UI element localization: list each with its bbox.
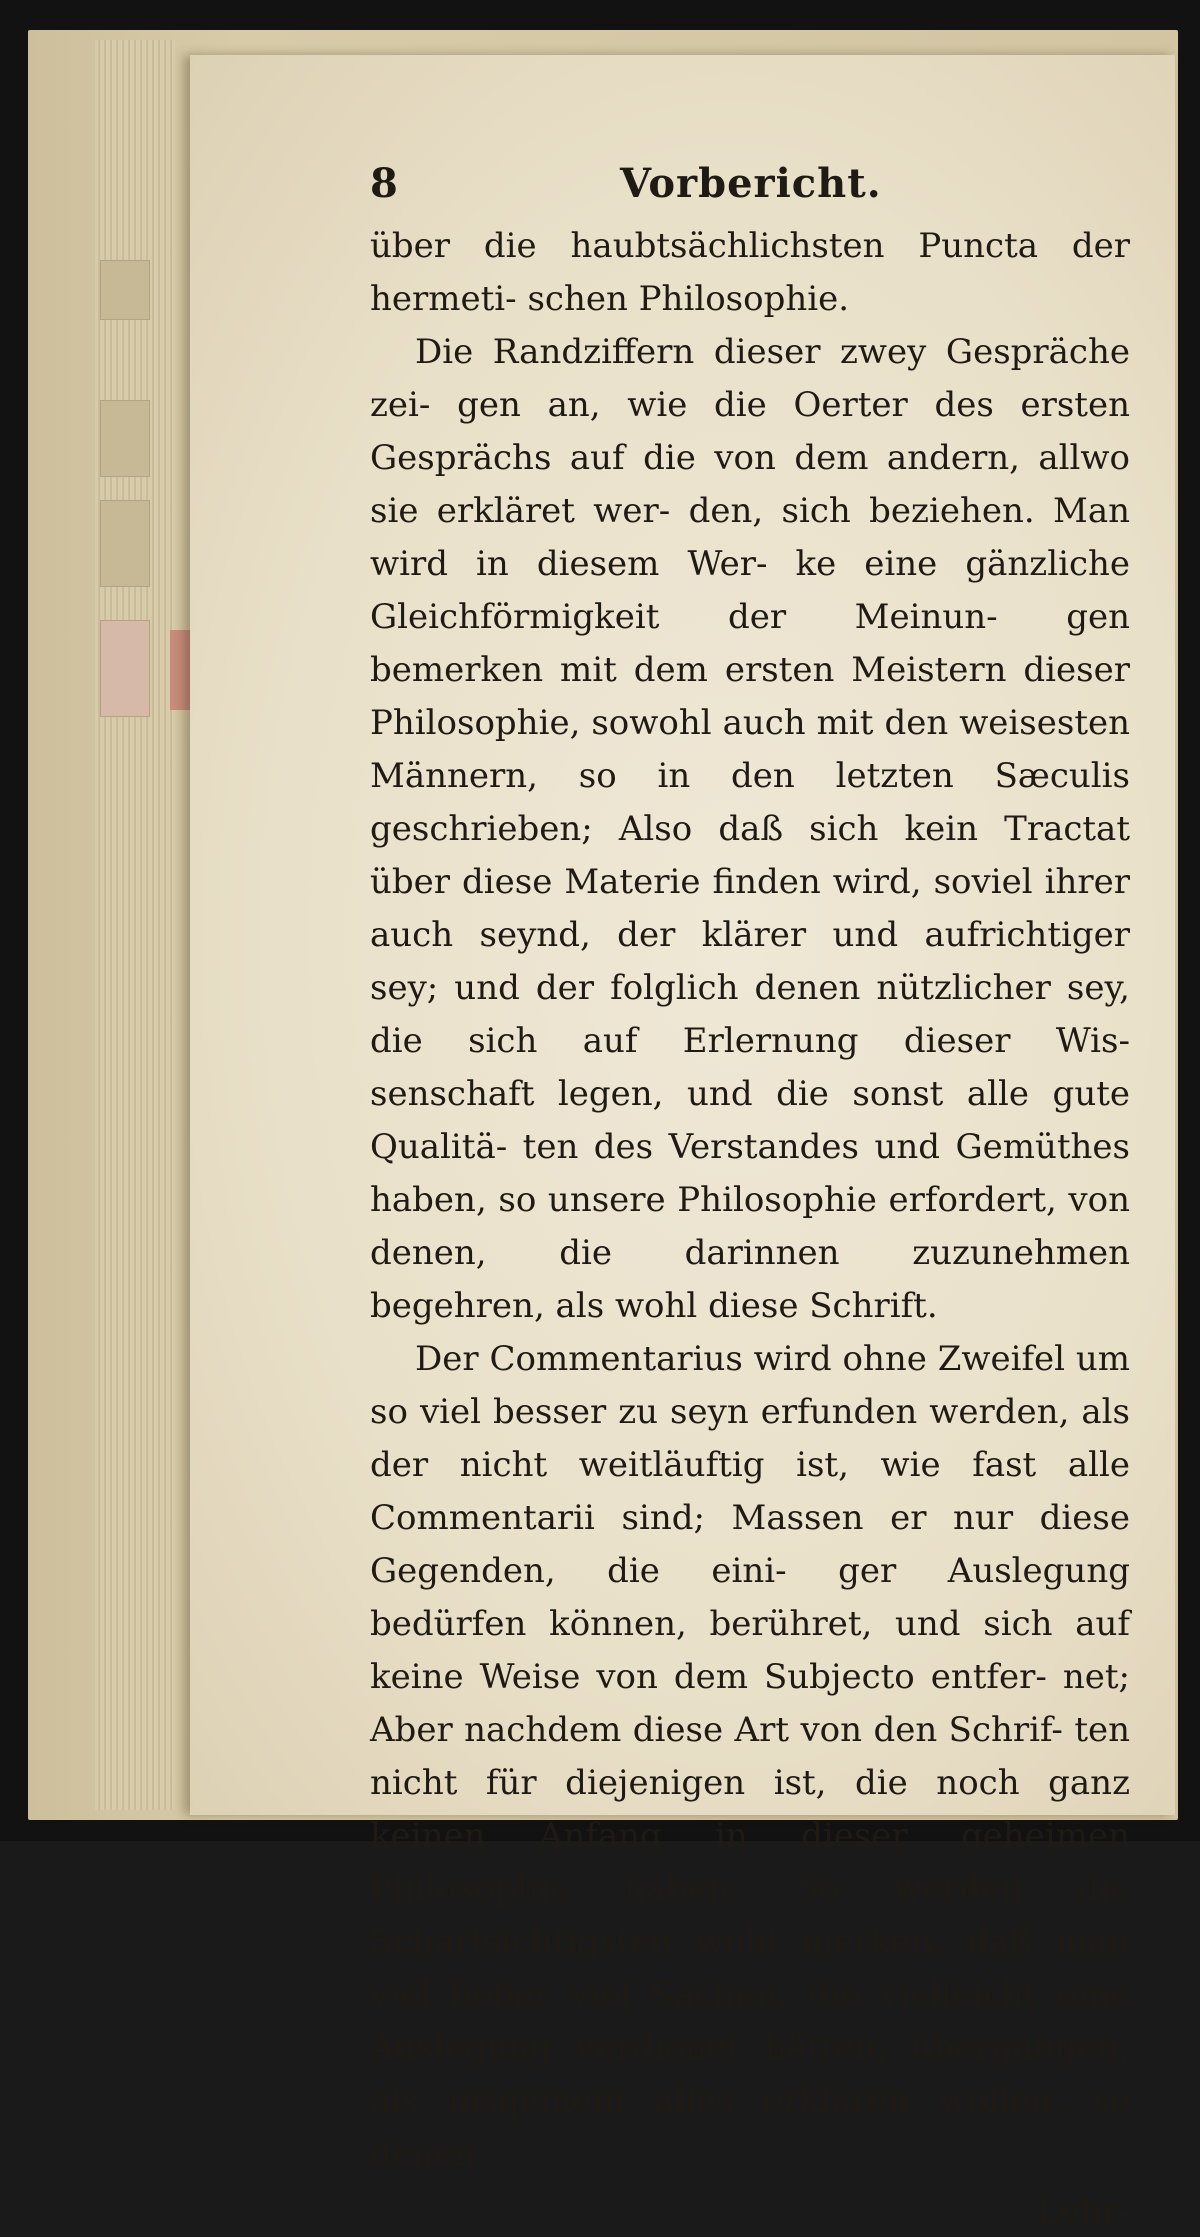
page-tab — [100, 620, 150, 717]
page-tab — [100, 500, 150, 587]
page-number: 8 — [370, 160, 398, 207]
page-header — [370, 150, 1130, 220]
body-line: über die haubtsächlichsten Puncta der hermeti- schen Philosophie. — [370, 226, 1130, 319]
page-text-block — [370, 150, 1130, 2237]
catchword: Lehr- — [1037, 2192, 1130, 2232]
paragraph: Die Randziffern dieser zwey Gespräche zei- gen an, wie die Oerter des ersten Gesprächs auf die von dem andern, allwo sie erkläret wer- den, sich beziehen. Man wird in diesem Wer- ke eine gänzliche Gleichförmigkeit der Meinun- gen bemerken mit dem ersten Meistern dieser Philosophie, sowohl auch mit den weisesten Männern, so in den letzten Sæculis geschrieben; Also daß sich kein Tractat über diese Materie finden wird, soviel ihrer auch seynd, der klärer und aufrichtiger sey; und der folglich denen nützlicher sey, die sich auf Erlernung dieser Wis- senschaft legen, und die sonst alle gute Qualitä- ten des Verstandes und Gemüthes haben, so unsere Philosophie erfordert, von denen, die darinnen zuzunehmen begehren, als wohl diese Schrift. — [370, 332, 1130, 1326]
page-body — [370, 220, 1130, 2181]
running-head: Vorbericht. — [620, 160, 882, 207]
page-tab — [100, 260, 150, 320]
paragraph: Der Commentarius wird ohne Zweifel um so viel besser zu seyn erfunden werden, als der nicht weitläuftig ist, wie fast alle Commentarii sind; Massen er nur diese Gegenden, die eini- ger Auslegung bedürfen können, berühret, und sich auf keine Weise von dem Subjecto entfer- net; Aber nachdem diese Art von den Schrif- ten nicht für diejenigen ist, die noch ganz keinen Anfang in dieser geheimen Philosophie haben: So werden die Scharfsichtigsten wohl merken, daß man viel lieber viel Sachen, die vielleicht eine Auslegung verdienet hätten, übergangen, als insgemein alles erklären wollen, so denen — [370, 1339, 1130, 2174]
page-tab — [100, 400, 150, 477]
